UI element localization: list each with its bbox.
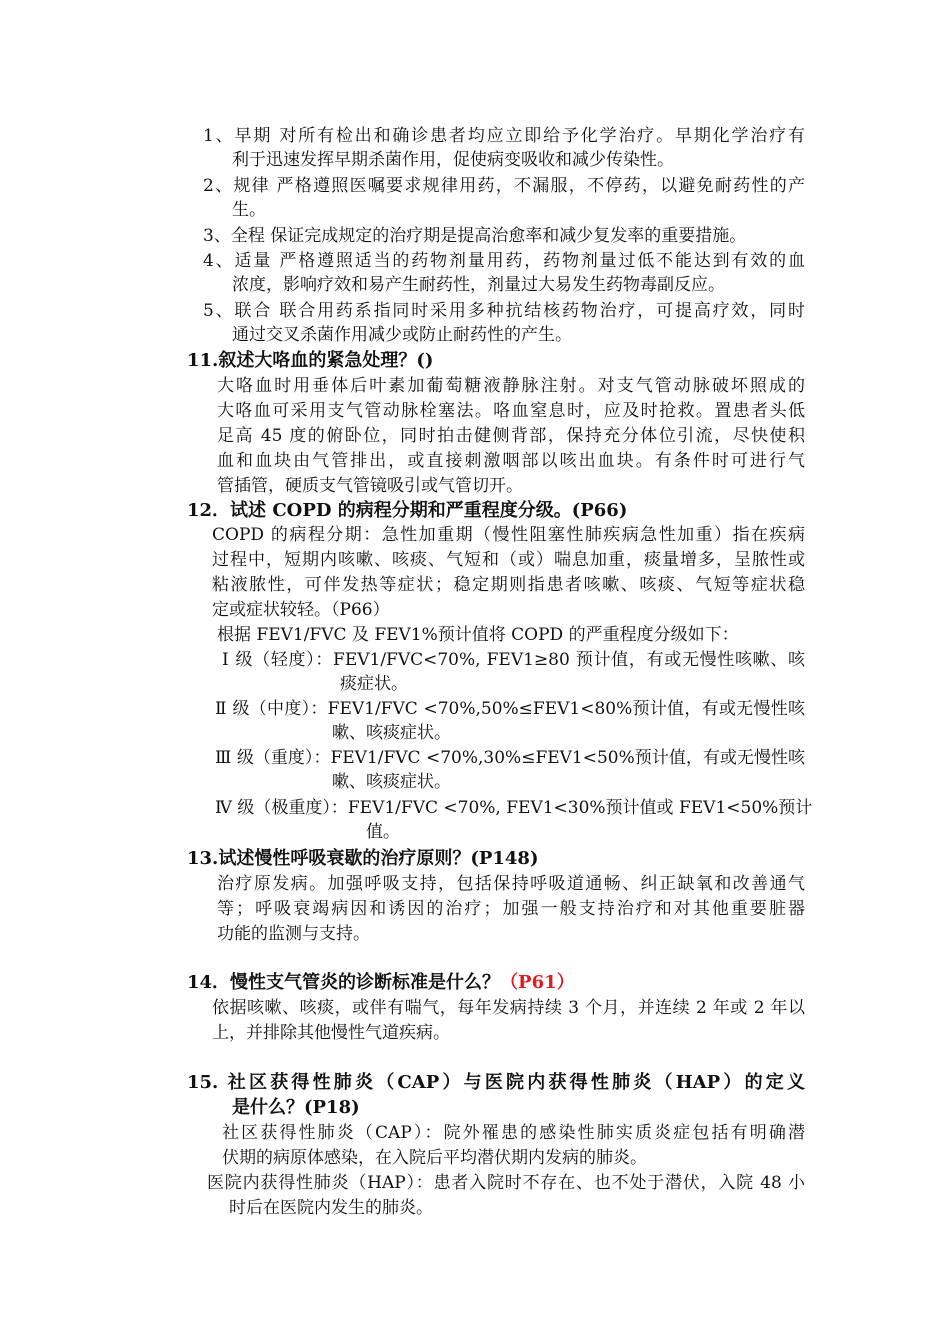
principle-1-line-1: 1、早期 对所有检出和确诊患者均应立即给予化学治疗。早期化学治疗有 (203, 126, 805, 146)
q15-cap-line-2: 伏期的病原体感染，在入院后平均潜伏期内发病的肺炎。 (222, 1148, 647, 1168)
q13-line-2: 等；呼吸衰竭病因和诱因的治疗；加强一般支持治疗和对其他重要脏器 (217, 899, 805, 919)
q11-line-3: 足高 45 度的俯卧位，同时拍击健侧背部，保持充分体位引流，尽快使积 (217, 426, 805, 446)
principle-1-line-2: 利于迅速发挥早期杀菌作用，促使病变吸收和减少传染性。 (232, 150, 674, 170)
question-11-title: 11.叙述大咯血的紧急处理？() (187, 350, 434, 371)
q14-line-2: 上，并排除其他慢性气道疾病。 (212, 1023, 450, 1043)
q12-line-4: 定或症状较轻。（P66） (212, 600, 390, 620)
question-12-title: 12．试述 COPD 的病程分期和严重程度分级。(P66) (187, 500, 628, 521)
question-13-title: 13.试述慢性呼吸衰歇的治疗原则？(P148) (187, 848, 539, 869)
grade-4-line-1: Ⅳ 级（极重度）：FEV1/FVC <70%, FEV1<30%预计值或 FEV1<50%预计 (215, 798, 813, 818)
grade-2-line-2: 嗽、咳痰症状。 (332, 723, 451, 743)
principle-4-line-2: 浓度，影响疗效和易产生耐药性，剂量过大易发生药物毒副反应。 (232, 275, 725, 295)
question-14-title (187, 970, 575, 996)
question-15-title-line-1: 15. 社区获得性肺炎（CAP）与医院内获得性肺炎（HAP）的定义 (187, 1072, 805, 1093)
question-14-text: 14．慢性支气管炎的诊断标准是什么？ (187, 972, 501, 993)
grade-4-line-2: 值。 (366, 822, 400, 842)
q11-line-1: 大咯血时用垂体后叶素加葡萄糖液静脉注射。对支气管动脉破坏照成的 (217, 376, 805, 396)
q15-cap-line-1: 社区获得性肺炎（CAP）：院外罹患的感染性肺实质炎症包括有明确潜 (222, 1123, 805, 1143)
q15-hap-line-2: 时后在医院内发生的肺炎。 (229, 1198, 433, 1218)
q14-line-1: 依据咳嗽、咳痰，或伴有喘气，每年发病持续 3 个月，并连续 2 年或 2 年以 (212, 998, 805, 1018)
question-15-title-line-2: 是什么？(P18) (232, 1097, 360, 1118)
q11-line-2: 大咯血可采用支气管动脉栓塞法。咯血窒息时，应及时抢救。置患者头低 (217, 401, 805, 421)
principle-2-line-1: 2、规律 严格遵照医嘱要求规律用药，不漏服，不停药，以避免耐药性的产 (203, 176, 805, 196)
q11-line-4: 血和血块由气管排出，或直接刺激咽部以咳出血块。有条件时可进行气 (217, 451, 805, 471)
q15-hap-line-1: 医院内获得性肺炎（HAP）：患者入院时不存在、也不处于潜伏，入院 48 小 (207, 1173, 805, 1193)
grade-1-line-2: 痰症状。 (340, 674, 408, 694)
q12-line-3: 粘液脓性，可伴发热等症状；稳定期则指患者咳嗽、咳痰、气短等症状稳 (212, 575, 805, 595)
grade-1-line-1: Ⅰ 级（轻度）：FEV1/FVC<70%, FEV1≥80 预计值，有或无慢性咳嗽、咳 (222, 650, 805, 670)
q12-line-1: COPD 的病程分期：急性加重期（慢性阻塞性肺疾病急性加重）指在疾病 (212, 525, 805, 545)
grade-3-line-1: Ⅲ 级（重度）：FEV1/FVC <70%,30%≤FEV1<50%预计值，有或无慢性咳 (215, 748, 805, 768)
q12-line-2: 过程中，短期内咳嗽、咳痰、气短和（或）喘息加重，痰量增多，呈脓性或 (212, 550, 805, 570)
principle-5-line-1: 5、联合 联合用药系指同时采用多种抗结核药物治疗，可提高疗效，同时 (203, 301, 805, 321)
grade-2-line-1: Ⅱ 级（中度）：FEV1/FVC <70%,50%≤FEV1<80%预计值，有或无慢性咳 (215, 699, 805, 719)
principle-5-line-2: 通过交叉杀菌作用减少或防止耐药性的产生。 (232, 325, 572, 345)
question-14-page-ref: （P61） (500, 972, 575, 993)
q13-line-3: 功能的监测与支持。 (217, 924, 370, 944)
q11-line-5: 管插管，硬质支气管镜吸引或气管切开。 (217, 476, 523, 496)
grade-3-line-2: 嗽、咳痰症状。 (332, 772, 451, 792)
q12-grading-intro: 根据 FEV1/FVC 及 FEV1%预计值将 COPD 的严重程度分级如下： (217, 625, 739, 645)
principle-4-line-1: 4、适量 严格遵照适当的药物剂量用药，药物剂量过低不能达到有效的血 (203, 251, 805, 271)
principle-2-line-2: 生。 (232, 200, 266, 220)
q13-line-1: 治疗原发病。加强呼吸支持，包括保持呼吸道通畅、纠正缺氧和改善通气 (217, 874, 805, 894)
principle-3-line-1: 3、全程 保证完成规定的治疗期是提高治愈率和减少复发率的重要措施。 (203, 226, 747, 246)
